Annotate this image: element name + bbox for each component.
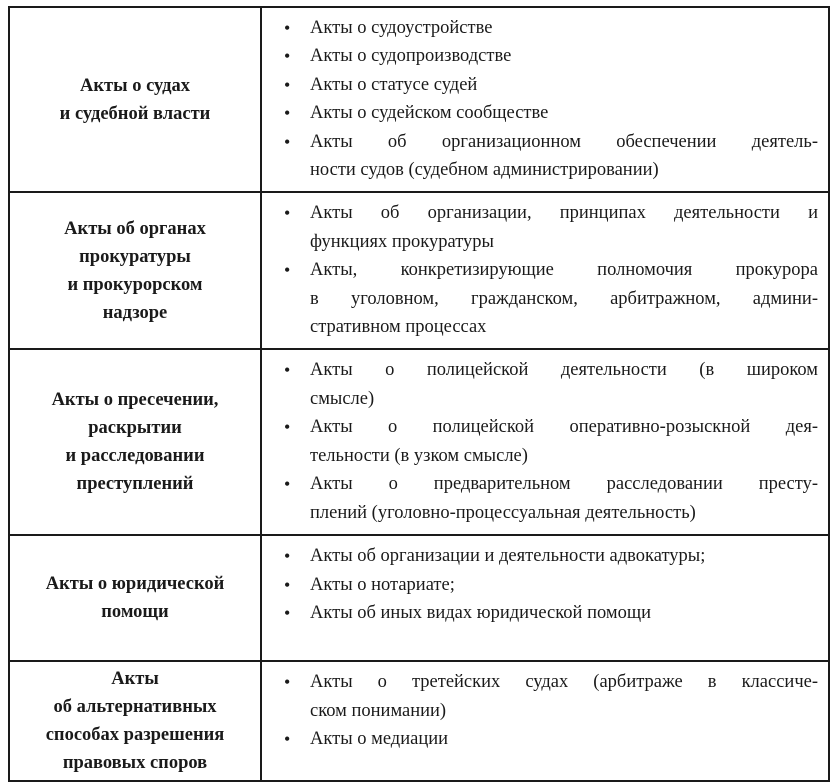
list-item: [262, 599, 818, 627]
category-line: и расследовании: [65, 446, 205, 467]
bullet-icon: •: [284, 546, 291, 567]
list-item-line: стративном процессах: [310, 317, 487, 338]
list-item-line: Акты о медиации: [310, 729, 449, 750]
bullet-list: [262, 668, 818, 753]
items-cell: [261, 192, 829, 349]
items-cell: [261, 661, 829, 781]
list-item-line: Акты о судоустройстве: [310, 18, 493, 38]
bullet-icon: •: [284, 574, 291, 595]
category-line: надзоре: [102, 302, 168, 323]
category-line: прокуратуры: [79, 246, 191, 267]
bullet-list: [262, 14, 818, 184]
list-item-line: плений (уголовно-процессуальная деятельность): [310, 502, 696, 523]
list-item: [262, 356, 818, 413]
list-item-line: Акты об организации, принципах деятельности и: [310, 203, 818, 224]
category-cell: [9, 349, 261, 535]
list-item: [262, 413, 818, 470]
table-row: [9, 349, 829, 535]
list-item-line: Акты об организации и деятельности адвокатуры;: [310, 546, 706, 567]
bullet-icon: •: [284, 603, 291, 624]
list-item: [262, 14, 818, 42]
list-item-line: смысле): [310, 388, 375, 409]
bullet-icon: •: [284, 103, 291, 124]
category-line: Акты о пресечении,: [51, 390, 219, 411]
bullet-icon: •: [284, 260, 291, 281]
list-item: [262, 470, 818, 527]
table-row: [9, 535, 829, 661]
bullet-icon: •: [284, 672, 291, 693]
list-item-line: Акты о полицейской оперативно-розыскной дея-: [310, 417, 818, 438]
list-item: [262, 199, 818, 256]
bullet-list: [262, 356, 818, 526]
list-item-line: Акты о судейском сообществе: [310, 103, 549, 124]
category-line: Акты о юридической: [45, 574, 225, 595]
acts-classification-table: [8, 6, 830, 782]
bullet-icon: •: [284, 474, 291, 495]
category-line: Акты о судах: [80, 75, 190, 96]
category-line: способах разрешения: [45, 725, 225, 746]
category-line: об альтернативных: [53, 697, 217, 718]
bullet-list: [262, 199, 818, 341]
list-item-line: Акты о нотариате;: [310, 574, 455, 595]
category-cell: [9, 661, 261, 781]
category-line: и судебной власти: [59, 103, 211, 124]
category-line: правовых споров: [62, 753, 208, 774]
category-line: преступлений: [76, 474, 194, 495]
category-cell: [9, 535, 261, 661]
table-row: [9, 661, 829, 781]
category-line: раскрытии: [88, 418, 182, 439]
list-item: [262, 256, 818, 341]
category-line: и прокурорском: [67, 274, 203, 295]
items-cell: [261, 7, 829, 192]
bullet-icon: •: [284, 46, 291, 67]
bullet-icon: •: [284, 74, 291, 95]
list-item-line: Акты о третейских судах (арбитраже в классиче-: [310, 672, 818, 693]
category-cell: [9, 192, 261, 349]
list-item-line: функциях прокуратуры: [310, 231, 494, 252]
category-line: Акты: [111, 669, 159, 690]
list-item-line: Акты о судопроизводстве: [310, 46, 512, 67]
list-item-line: Акты об организационном обеспечении деятель-: [310, 131, 818, 152]
table-row: [9, 7, 829, 192]
table-body: [9, 7, 829, 781]
bullet-icon: •: [284, 18, 291, 38]
list-item-line: Акты о статусе судей: [310, 74, 478, 95]
list-item-line: ности судов (судебном администрировании): [310, 160, 659, 181]
items-cell: [261, 535, 829, 661]
category-line: Акты об органах: [64, 218, 206, 239]
bullet-icon: •: [284, 729, 291, 750]
bullet-icon: •: [284, 203, 291, 224]
list-item: [262, 571, 818, 599]
list-item-line: Акты об иных видах юридической помощи: [310, 603, 651, 624]
list-item-line: тельности (в узком смысле): [310, 445, 528, 466]
table-row: [9, 192, 829, 349]
list-item-line: Акты о полицейской деятельности (в широком: [310, 360, 818, 381]
list-item-line: Акты, конкретизирующие полномочия прокурора: [310, 260, 818, 281]
list-item: [262, 542, 818, 570]
bullet-icon: •: [284, 360, 291, 381]
bullet-list: [262, 542, 818, 627]
list-item: [262, 668, 818, 725]
list-item: [262, 725, 818, 753]
list-item-line: в уголовном, гражданском, арбитражном, админи-: [310, 288, 818, 309]
bullet-icon: •: [284, 417, 291, 438]
list-item: [262, 71, 818, 99]
bullet-icon: •: [284, 131, 291, 152]
items-cell: [261, 349, 829, 535]
list-item: [262, 42, 818, 70]
list-item-line: Акты о предварительном расследовании престу-: [310, 474, 818, 495]
category-line: помощи: [101, 602, 169, 623]
list-item: [262, 128, 818, 185]
list-item-line: ском понимании): [310, 700, 447, 721]
list-item: [262, 99, 818, 127]
category-cell: [9, 7, 261, 192]
